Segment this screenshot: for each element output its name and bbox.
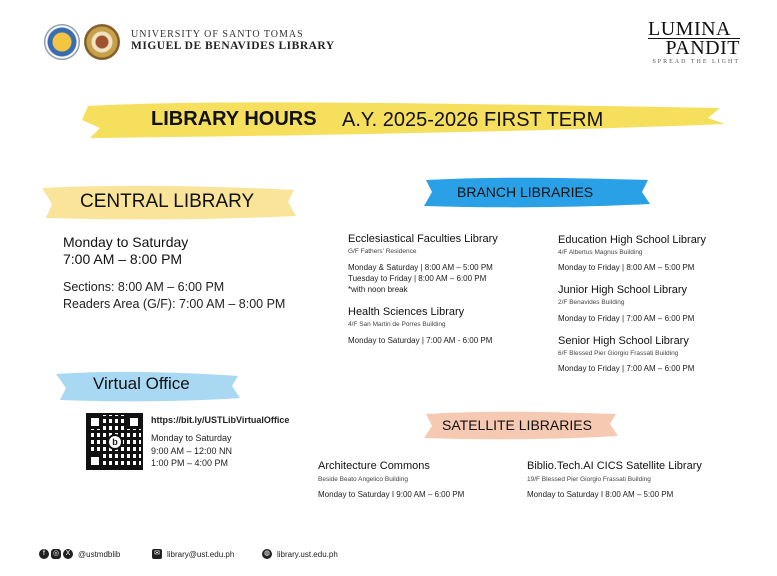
junior-hs-hours: Monday to Friday | 7:00 AM – 6:00 PM <box>558 314 695 323</box>
title-term: A.Y. 2025-2026 FIRST TERM <box>342 109 604 131</box>
library-seal-logo <box>84 24 120 60</box>
brand-bottom: PANDIT <box>665 37 740 59</box>
senior-hs-library-location: 6/F Blessed Pier Giorgio Frassati Building <box>558 350 679 357</box>
architecture-commons-name: Architecture Commons <box>318 460 430 472</box>
x-icon[interactable]: X <box>63 549 73 559</box>
virtual-office-heading: Virtual Office <box>93 374 190 393</box>
ecclesiastical-hours-2: Tuesday to Friday | 8:00 AM – 6:00 PM <box>348 274 487 283</box>
education-hs-hours: Monday to Friday | 8:00 AM – 5:00 PM <box>558 263 695 272</box>
email-icon: ✉ <box>152 549 162 559</box>
central-hours: 7:00 AM – 8:00 PM <box>63 251 183 267</box>
virtual-slot-afternoon: 1:00 PM – 4:00 PM <box>151 458 229 468</box>
ecclesiastical-hours-1: Monday & Saturday | 8:00 AM – 5:00 PM <box>348 263 493 272</box>
globe-icon: ◍ <box>263 550 271 557</box>
qr-logo-icon: b <box>107 434 123 450</box>
instagram-icon[interactable]: ◎ <box>52 550 60 557</box>
social-handle[interactable]: @ustmdblib <box>78 550 121 559</box>
senior-hs-hours: Monday to Friday | 7:00 AM – 6:00 PM <box>558 364 695 373</box>
university-name: UNIVERSITY OF SANTO TOMAS <box>131 29 304 40</box>
cics-satellite-library-location: 19/F Blessed Pier Giorgio Frassati Building <box>527 476 651 483</box>
website-url[interactable]: library.ust.edu.ph <box>277 550 338 559</box>
ecclesiastical-note: *with noon break <box>348 285 408 294</box>
email-address[interactable]: library@ust.edu.ph <box>167 550 235 559</box>
branch-libraries-heading: BRANCH LIBRARIES <box>457 184 594 200</box>
lumina-pandit-logo <box>648 20 740 64</box>
central-library-heading: CENTRAL LIBRARY <box>80 191 255 212</box>
junior-hs-library-location: 2/F Benavides Building <box>558 299 625 306</box>
health-sciences-library-location: 4/F San Martin de Porres Building <box>348 321 446 328</box>
virtual-days: Monday to Saturday <box>151 433 232 443</box>
central-readers-hours: Readers Area (G/F): 7:00 AM – 8:00 PM <box>63 297 286 311</box>
health-sciences-hours: Monday to Saturday | 7:00 AM - 6:00 PM <box>348 336 493 345</box>
virtual-office-qr-code <box>86 413 143 470</box>
cics-satellite-library-name: Biblio.Tech.AI CICS Satellite Library <box>527 460 702 472</box>
satellite-libraries-heading: SATELLITE LIBRARIES <box>442 417 592 433</box>
cics-satellite-library-hours: Monday to Saturday I 8:00 AM – 5:00 PM <box>527 490 674 499</box>
central-sections-hours: Sections: 8:00 AM – 6:00 PM <box>63 280 225 294</box>
brand-tagline: SPREAD THE LIGHT <box>652 59 740 65</box>
title-library-hours: LIBRARY HOURS <box>151 108 317 130</box>
education-hs-library-location: 4/F Albertus Magnus Building <box>558 249 643 256</box>
junior-hs-library-name: Junior High School Library <box>558 284 688 296</box>
senior-hs-library-name: Senior High School Library <box>558 335 689 347</box>
education-hs-library-name: Education High School Library <box>558 234 706 246</box>
architecture-commons-location: Beside Beato Angelico Building <box>318 476 408 483</box>
health-sciences-library-name: Health Sciences Library <box>348 306 465 318</box>
ecclesiastical-library-name: Ecclesiastical Faculties Library <box>348 233 498 245</box>
virtual-slot-morning: 9:00 AM – 12:00 NN <box>151 446 233 456</box>
architecture-commons-hours: Monday to Saturday I 9:00 AM – 6:00 PM <box>318 490 465 499</box>
ust-seal-logo <box>44 24 80 60</box>
virtual-office-link[interactable]: https://bit.ly/USTLibVirtualOffice <box>151 415 290 425</box>
facebook-icon[interactable]: f <box>39 549 49 559</box>
library-name: MIGUEL DE BENAVIDES LIBRARY <box>131 40 335 52</box>
brand-top: LUMINA <box>648 20 740 39</box>
ecclesiastical-library-location: G/F Fathers' Residence <box>348 248 417 255</box>
central-days: Monday to Saturday <box>63 234 189 250</box>
